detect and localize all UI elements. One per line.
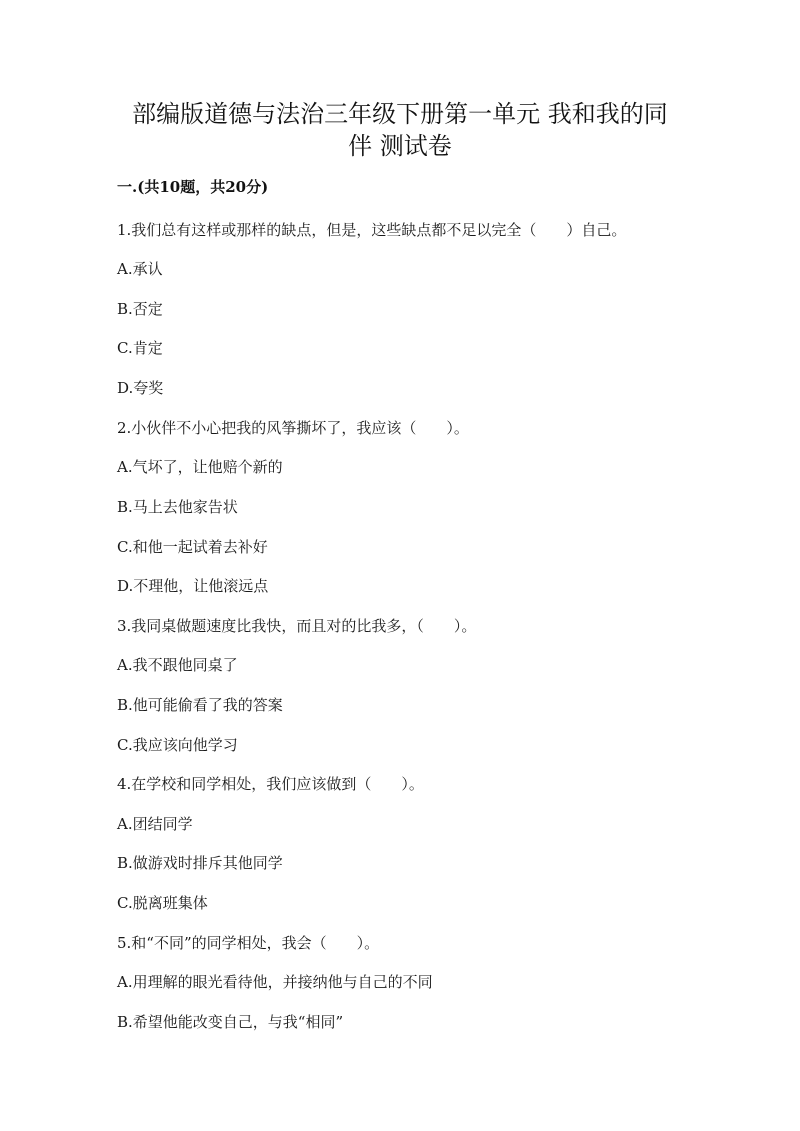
question-5-stem: 5.和“不同”的同学相处，我会（ ）。	[117, 934, 380, 952]
page-title-line-1: 部编版道德与法治三年级下册第一单元 我和我的同	[132, 100, 668, 128]
question-4-option-a: A.团结同学	[117, 815, 193, 833]
question-3-option-b: B.他可能偷看了我的答案	[117, 696, 283, 714]
question-5-option-b: B.希望他能改变自己，与我“相同”	[117, 1013, 344, 1031]
question-2-stem: 2.小伙伴不小心把我的风筝撕坏了，我应该（ ）。	[117, 419, 469, 437]
question-3-option-a: A.我不跟他同桌了	[117, 656, 238, 674]
question-2-option-b: B.马上去他家告状	[117, 498, 238, 516]
page-title-line-2: 伴 测试卷	[348, 132, 452, 160]
question-3-stem: 3.我同桌做题速度比我快，而且对的比我多，（ ）。	[117, 617, 477, 635]
question-3-option-c: C.我应该向他学习	[117, 736, 238, 754]
question-2-option-d: D.不理他，让他滚远点	[117, 577, 269, 595]
question-5-option-a: A.用理解的眼光看待他，并接纳他与自己的不同	[117, 973, 433, 991]
section-header: 一.(共10题，共20分)	[117, 178, 269, 196]
question-4-option-c: C.脱离班集体	[117, 894, 208, 912]
question-1-option-b: B.否定	[117, 300, 163, 318]
question-1-stem: 1.我们总有这样或那样的缺点，但是，这些缺点都不足以完全（ ）自己。	[117, 221, 627, 239]
question-4-option-b: B.做游戏时排斥其他同学	[117, 854, 283, 872]
question-1-option-d: D.夸奖	[117, 379, 164, 397]
question-2-option-c: C.和他一起试着去补好	[117, 538, 268, 556]
question-4-stem: 4.在学校和同学相处，我们应该做到（ ）。	[117, 775, 424, 793]
question-1-option-a: A.承认	[117, 260, 163, 278]
question-1-option-c: C.肯定	[117, 339, 163, 357]
question-2-option-a: A.气坏了，让他赔个新的	[117, 458, 283, 476]
